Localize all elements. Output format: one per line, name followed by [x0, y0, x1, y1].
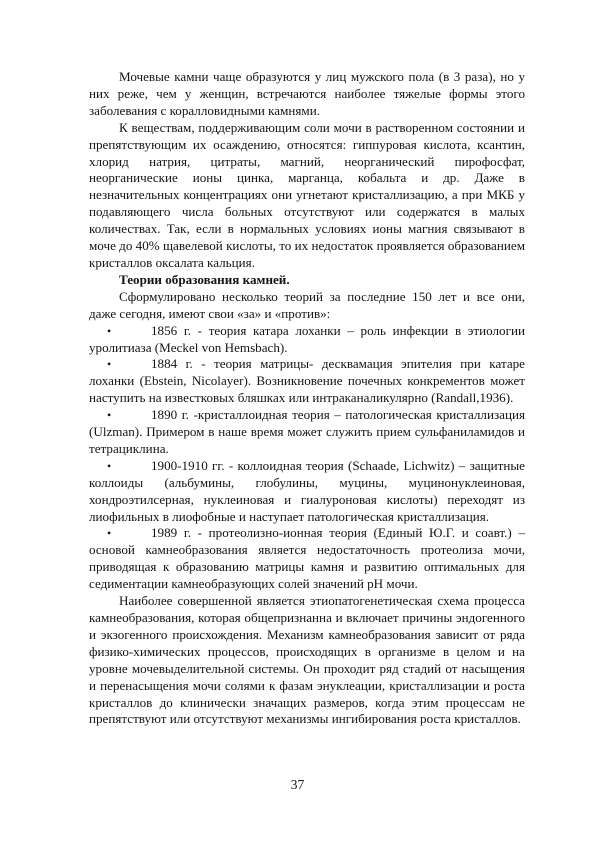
- list-item: [89, 525, 525, 593]
- list-item-text: 1989 г. - протеолизно-ионная теория (Единый Ю.Г. и соавт.) – основой камнеобразования является недостаточность протеолиза мочи, приводящая к образованию матрицы камня и развитию оптимальных для седиментации камнеобразующих солей значений pH мочи.: [89, 525, 525, 592]
- bullet-icon: •: [107, 408, 112, 423]
- bullet-icon: •: [107, 357, 112, 372]
- list-item: [89, 323, 525, 357]
- theories-list: [89, 323, 525, 594]
- section-heading-stone-theories: Теории образования камней.: [119, 271, 290, 287]
- page-body: [89, 69, 525, 728]
- bullet-icon: •: [107, 458, 112, 473]
- list-item-text: 1884 г. - теория матрицы- десквамация эпителия при катаре лоханки (Ebstein, Nicolayer). Возникновение почечных конкрементов может наступить на известковых бляшках или интраканаликулярно (Randall,1936).: [89, 356, 525, 406]
- paragraph-theories-intro: Сформулировано несколько теорий за последние 150 лет и все они, даже сегодня, имеют свои «за» и «против»:: [89, 288, 525, 321]
- list-item: [89, 407, 525, 458]
- paragraph-urinary-stones-gender: Мочевые камни чаще образуются у лиц мужского пола (в 3 раза), но у них реже, чем у женщин, встречаются наиболее тяжелые формы этого заболевания с коралловидными камнями.: [89, 69, 525, 118]
- list-item-text: 1900-1910 гг. - коллоидная теория (Schaade, Lichwitz) – защитные коллоиды (альбумины, глобулины, муцины, муцинонуклеиновая, хондроэтилсерная, нуклеиновая и гиалуроновая кислоты) переходят из лиофильных в лиофобные и наступает патологическая кристаллизация.: [89, 457, 525, 524]
- list-item: [89, 356, 525, 407]
- paragraph-inhibitor-substances: К веществам, поддерживающим соли мочи в растворенном состоянии и препятствующим их осаждению, относятся: гиппуровая кислота, ксантин, хлорид натрия, цитраты, магний, неорганический пирофосфат, неорганические ионы цинка, марганца, кобальта и др. Даже в незначительных концентрациях они угнетают кристаллизацию, а при МКБ у подавляющего числа больных отсутствуют или содержатся в малых количествах. Так, если в нормальных условиях ионы магния связывают в моче до 40% щавелевой кислоты, то их недостаток проявляется образованием кристаллов оксалата кальция.: [89, 119, 525, 270]
- paragraph-etiopathogenetic-scheme: Наиболее совершенной является этиопатогенетическая схема процесса камнеобразования, которая общепризнанна и включает причины эндогенного и экзогенного происхождения. Механизм камнеобразования зависит от ряда физико-химических процессов, происходящих в организме в целом и на уровне мочевыделительной системы. Он проходит ряд стадий от насыщения и перенасыщения мочи солями к фазам энуклеации, кристаллизации и роста кристаллов до клинически значащих размеров, когда этим процессам не препятствуют или отсутствуют механизмы ингибирования роста кристаллов.: [89, 593, 525, 727]
- list-item-text: 1890 г. -кристаллоидная теория – патологическая кристаллизация (Ulzman). Примером в наше время может служить прием сульфаниламидов и тетрациклина.: [89, 407, 525, 456]
- bullet-icon: •: [107, 526, 112, 541]
- list-item-text: 1856 г. - теория катара лоханки – роль инфекции в этиологии уролитиаза (Meckel von Hemsbach).: [89, 322, 525, 355]
- bullet-icon: •: [107, 323, 112, 338]
- list-item: [89, 458, 525, 526]
- page-number: 37: [290, 777, 305, 792]
